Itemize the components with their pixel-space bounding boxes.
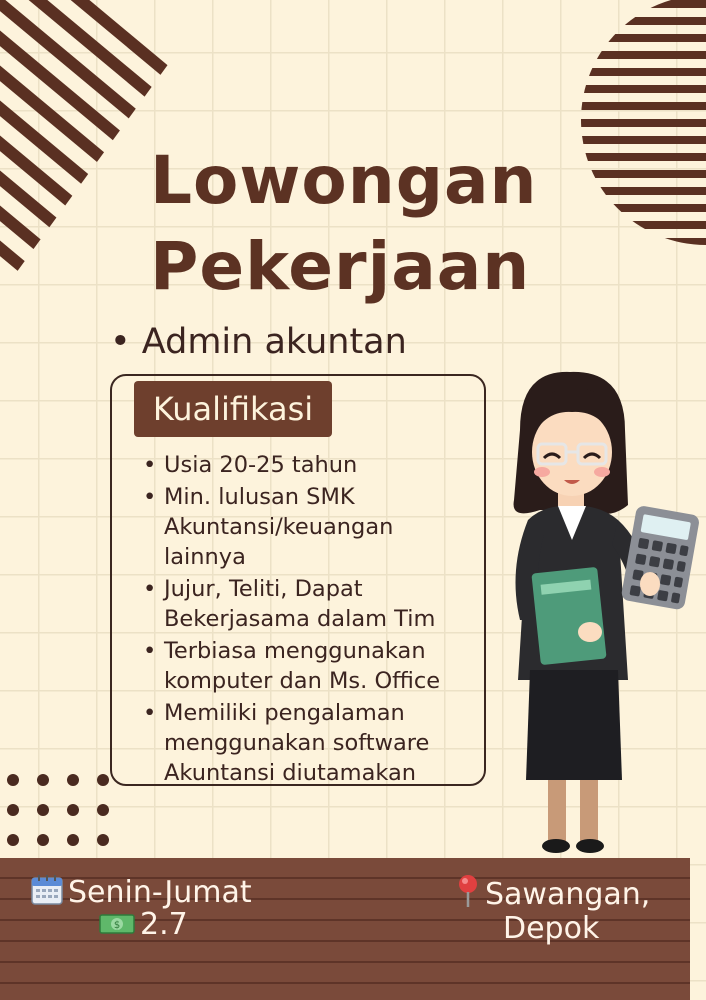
page-title bbox=[150, 138, 537, 310]
job-position: • Admin akuntan bbox=[110, 322, 407, 362]
title-line-1: Lowongan bbox=[150, 142, 538, 219]
qualification-item: • Memiliki pengalaman menggunakan software Akuntansi diutamakan bbox=[140, 698, 470, 788]
schedule-text: Senin-Jumat bbox=[68, 875, 252, 910]
qualification-item: • Min. lulusan SMK Akuntansi/keuangan lainnya bbox=[140, 482, 470, 572]
salary-info bbox=[98, 908, 188, 942]
location-line-2: Depok bbox=[503, 911, 600, 946]
qualification-item: • Usia 20-25 tahun bbox=[140, 450, 470, 480]
qualifications-label: Kualifikasi bbox=[134, 381, 332, 437]
location-info bbox=[455, 874, 685, 946]
qualification-item: • Jujur, Teliti, Dapat Bekerjasama dalam Tim bbox=[140, 574, 470, 634]
schedule-info bbox=[30, 874, 252, 910]
calendar-icon bbox=[30, 874, 64, 906]
svg-text:$: $ bbox=[113, 920, 121, 931]
money-icon bbox=[98, 910, 136, 938]
location-line-1: Sawangan, bbox=[485, 877, 651, 912]
title-line-2: Pekerjaan bbox=[150, 228, 531, 305]
qualification-item: • Terbiasa menggunakan komputer dan Ms. Office bbox=[140, 636, 470, 696]
qualifications-list bbox=[140, 450, 470, 790]
location-pin-icon bbox=[455, 874, 481, 908]
dot-grid-decoration bbox=[0, 768, 120, 858]
salary-text: 2.7 bbox=[140, 907, 188, 942]
accountant-woman-illustration bbox=[500, 370, 705, 860]
striped-circle-decoration bbox=[576, 0, 706, 250]
